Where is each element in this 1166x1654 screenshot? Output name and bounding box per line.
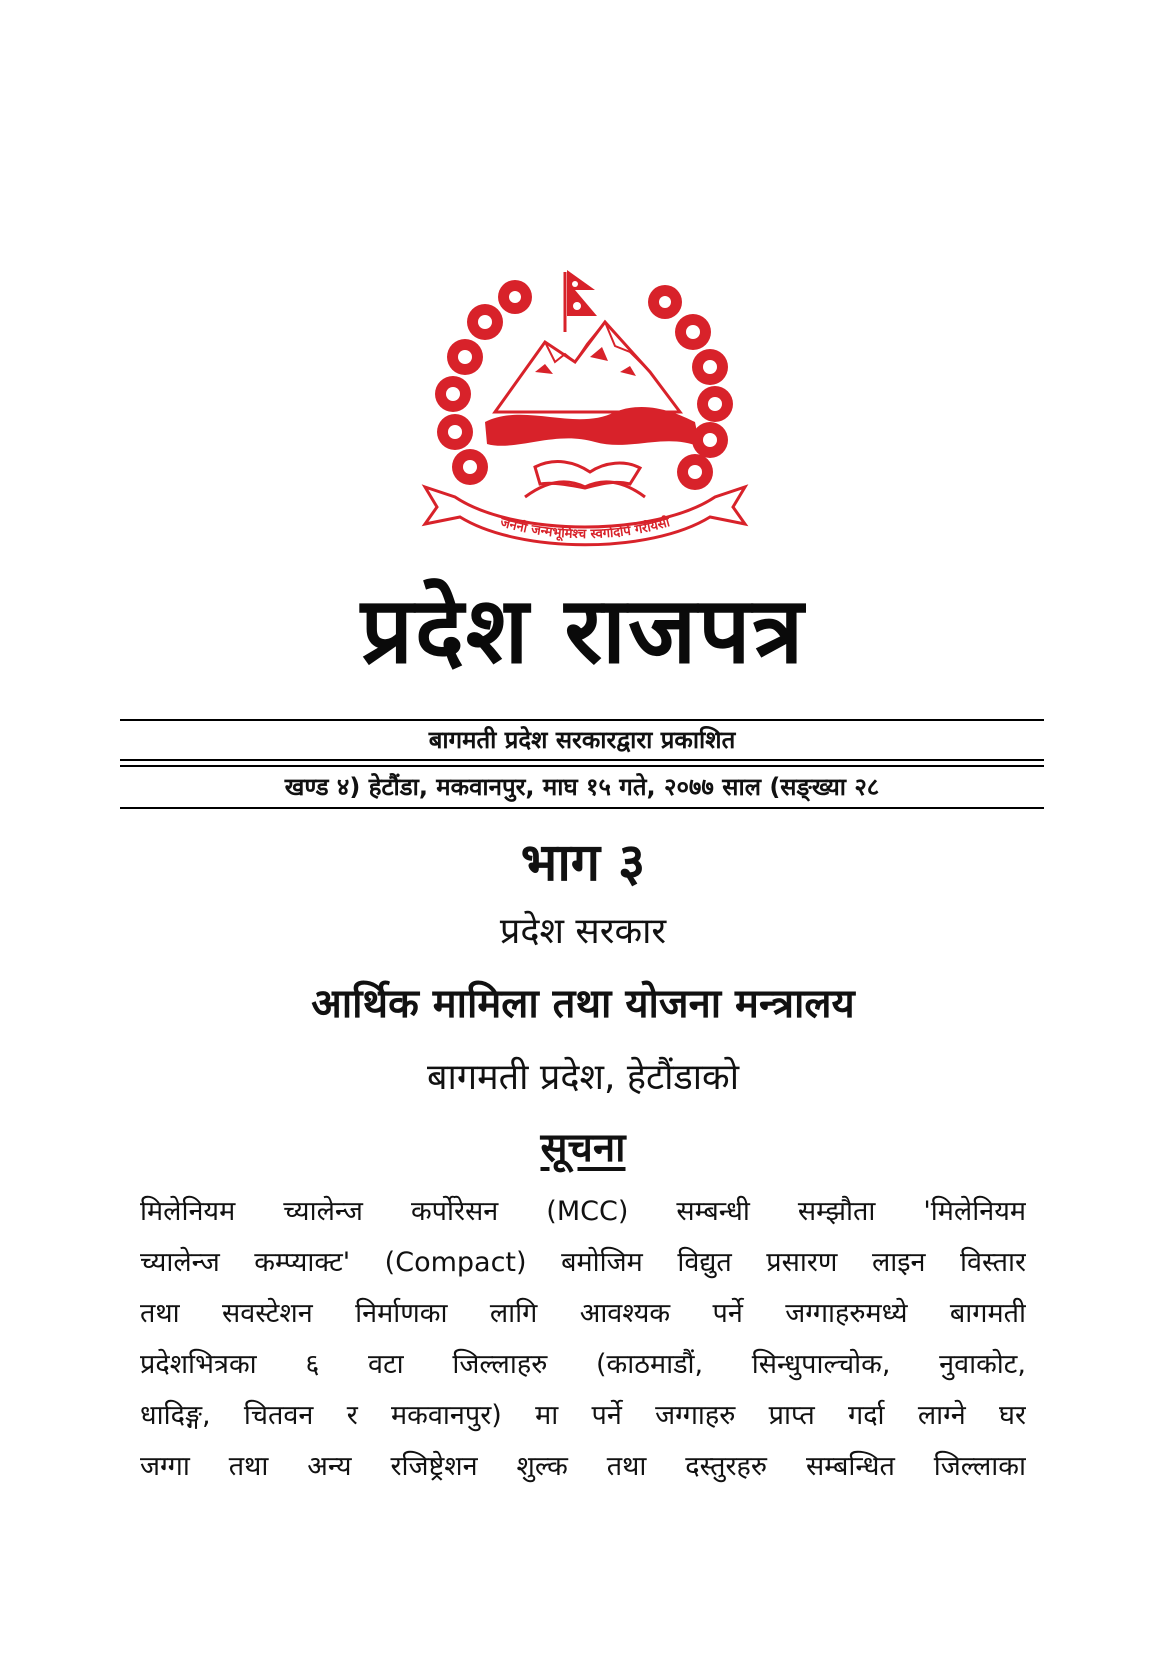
notice-title-text: सूचना bbox=[540, 1125, 626, 1171]
double-rule-upper bbox=[120, 759, 1044, 761]
notice-line: धादिङ्ग, चितवन र मकवानपुर) मा पर्ने जग्गाहरु प्राप्त गर्दा लाग्ने घर bbox=[140, 1400, 1026, 1431]
location-heading: बागमती प्रदेश, हेटौंडाको bbox=[426, 1057, 740, 1098]
publisher-line: बागमती प्रदेश सरकारद्वारा प्रकाशित bbox=[428, 726, 736, 754]
government-heading: प्रदेश सरकार bbox=[499, 911, 667, 952]
notice-line: मिलेनियम च्यालेन्ज कर्पोरेसन (MCC) सम्बन्धी सम्झौता 'मिलेनियम bbox=[140, 1196, 1026, 1227]
double-rule-lower bbox=[120, 765, 1044, 767]
gazette-title: प्रदेश राजपत्र bbox=[360, 576, 806, 684]
notice-line: प्रदेशभित्रका ६ वटा जिल्लाहरु (काठमाडौं, सिन्धुपाल्चोक, नुवाकोट, bbox=[140, 1349, 1026, 1380]
top-rule bbox=[120, 719, 1044, 721]
notice-title bbox=[0, 1120, 1166, 1176]
bottom-rule bbox=[120, 807, 1044, 809]
national-emblem bbox=[415, 262, 755, 552]
notice-body bbox=[140, 1186, 1026, 1492]
mountain-icon bbox=[495, 322, 680, 412]
notice-line: जग्गा तथा अन्य रजिष्ट्रेशन शुल्क तथा दस्तुरहरु सम्बन्धित जिल्लाका bbox=[140, 1451, 1026, 1482]
ministry-heading: आर्थिक मामिला तथा योजना मन्त्रालय bbox=[311, 981, 855, 1027]
notice-line: तथा सवस्टेशन निर्माणका लागि आवश्यक पर्ने जग्गाहरुमध्ये बागमती bbox=[140, 1298, 1026, 1329]
issue-line: खण्ड ४) हेटौंडा, मकवानपुर, माघ १५ गते, २०७७ साल (सङ्ख्या २८ bbox=[284, 773, 880, 801]
emblem-motto: जननी जन्मभूमिश्च स्वर्गादपि गरीयसी bbox=[498, 515, 672, 543]
part-heading: भाग ३ bbox=[520, 833, 646, 893]
emblem-graphic bbox=[415, 262, 755, 552]
flag-icon bbox=[565, 270, 597, 332]
notice-line: च्यालेन्ज कम्प्याक्ट' (Compact) बमोजिम विद्युत प्रसारण लाइन विस्तार bbox=[140, 1247, 1026, 1278]
